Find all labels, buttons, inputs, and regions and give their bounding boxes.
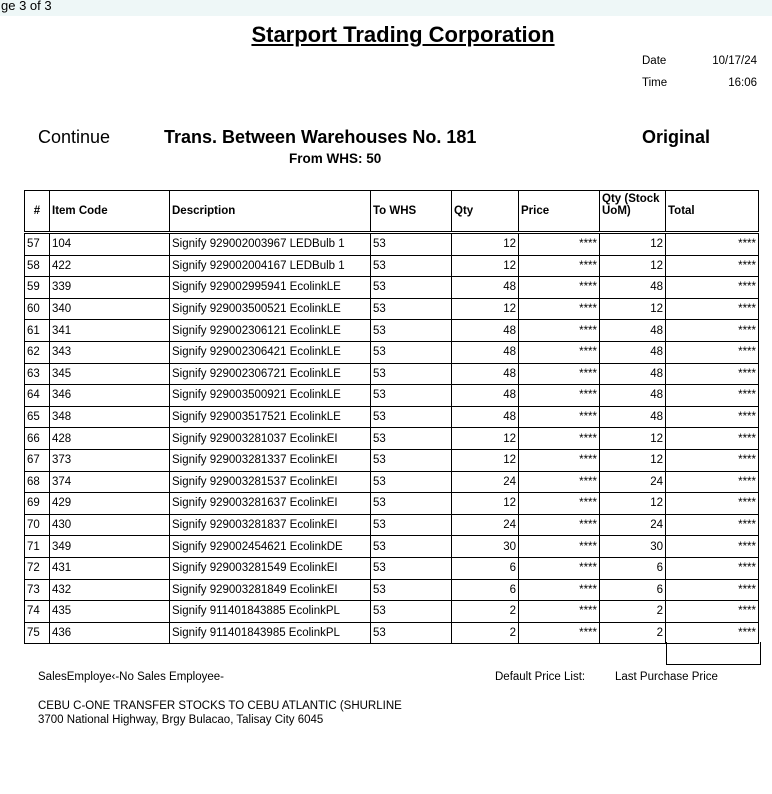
table-row (25, 233, 759, 256)
table-row (25, 493, 759, 515)
table-row (25, 320, 759, 342)
cell-qty: 2 (452, 601, 519, 623)
cell-qty: 6 (452, 579, 519, 601)
cell-qty-stock: 2 (600, 601, 666, 623)
page-indicator: ge 3 of 3 (1, 0, 52, 13)
cell-qty-stock: 24 (600, 514, 666, 536)
cell-qty: 12 (452, 428, 519, 450)
cell-to-whs: 53 (371, 601, 452, 623)
cell-index: 62 (25, 341, 50, 363)
cell-index: 67 (25, 449, 50, 471)
cell-qty-stock: 12 (600, 428, 666, 450)
cell-index: 59 (25, 277, 50, 299)
cell-price: **** (519, 406, 600, 428)
cell-qty-stock: 30 (600, 536, 666, 558)
table-row (25, 471, 759, 493)
cell-total: **** (666, 363, 759, 385)
cell-item-code: 422 (50, 255, 170, 277)
cell-price: **** (519, 622, 600, 644)
cell-to-whs: 53 (371, 233, 452, 256)
cell-qty-stock: 12 (600, 255, 666, 277)
from-warehouse: From WHS: 50 (289, 151, 382, 166)
cell-total: **** (666, 449, 759, 471)
cell-item-code: 339 (50, 277, 170, 299)
cell-to-whs: 53 (371, 622, 452, 644)
cell-qty-stock: 48 (600, 341, 666, 363)
cell-index: 68 (25, 471, 50, 493)
cell-price: **** (519, 536, 600, 558)
cell-price: **** (519, 233, 600, 256)
cell-price: **** (519, 255, 600, 277)
cell-description: Signify 929003281837 EcolinkEI (170, 514, 371, 536)
cell-qty-stock: 6 (600, 579, 666, 601)
cell-price: **** (519, 601, 600, 623)
table-row (25, 341, 759, 363)
cell-description: Signify 929003281849 EcolinkEI (170, 579, 371, 601)
remarks: CEBU C-ONE TRANSFER STOCKS TO CEBU ATLANTIC (SHURLINE (38, 700, 402, 712)
cell-item-code: 436 (50, 622, 170, 644)
cell-total: **** (666, 601, 759, 623)
table-row (25, 428, 759, 450)
table-row (25, 536, 759, 558)
date-value: 10/17/24 (712, 55, 757, 67)
cell-to-whs: 53 (371, 385, 452, 407)
col-header-price: Price (519, 191, 600, 233)
cell-index: 64 (25, 385, 50, 407)
table-header-row (25, 191, 759, 233)
cell-total: **** (666, 428, 759, 450)
grand-total-box (666, 642, 761, 665)
cell-price: **** (519, 277, 600, 299)
table-row (25, 449, 759, 471)
cell-qty: 24 (452, 471, 519, 493)
table-row (25, 298, 759, 320)
cell-price: **** (519, 320, 600, 342)
cell-to-whs: 53 (371, 536, 452, 558)
cell-index: 60 (25, 298, 50, 320)
table-row (25, 277, 759, 299)
cell-description: Signify 929003281037 EcolinkEI (170, 428, 371, 450)
cell-to-whs: 53 (371, 406, 452, 428)
cell-index: 58 (25, 255, 50, 277)
cell-index: 61 (25, 320, 50, 342)
cell-price: **** (519, 514, 600, 536)
cell-qty-stock: 12 (600, 233, 666, 256)
cell-item-code: 104 (50, 233, 170, 256)
sales-employee: SalesEmploye‹-No Sales Employee- (38, 671, 224, 683)
price-list-label: Default Price List: (495, 671, 586, 683)
table-row (25, 579, 759, 601)
address: 3700 National Highway, Brgy Bulacao, Talisay City 6045 (38, 714, 324, 726)
cell-item-code: 431 (50, 557, 170, 579)
cell-qty: 48 (452, 277, 519, 299)
cell-total: **** (666, 320, 759, 342)
cell-index: 74 (25, 601, 50, 623)
cell-price: **** (519, 579, 600, 601)
copy-type: Original (642, 127, 711, 147)
cell-qty: 24 (452, 514, 519, 536)
cell-index: 65 (25, 406, 50, 428)
cell-qty: 48 (452, 320, 519, 342)
cell-index: 70 (25, 514, 50, 536)
cell-to-whs: 53 (371, 514, 452, 536)
cell-qty: 48 (452, 406, 519, 428)
col-header-description: Description (170, 191, 371, 233)
cell-qty-stock: 48 (600, 385, 666, 407)
cell-description: Signify 929003500521 EcolinkLE (170, 298, 371, 320)
time-label: Time (642, 77, 668, 89)
cell-price: **** (519, 449, 600, 471)
cell-total: **** (666, 622, 759, 644)
cell-description: Signify 929003500921 EcolinkLE (170, 385, 371, 407)
cell-description: Signify 929002995941 EcolinkLE (170, 277, 371, 299)
cell-item-code: 346 (50, 385, 170, 407)
cell-to-whs: 53 (371, 320, 452, 342)
cell-qty: 12 (452, 493, 519, 515)
cell-to-whs: 53 (371, 298, 452, 320)
cell-item-code: 374 (50, 471, 170, 493)
cell-total: **** (666, 493, 759, 515)
table-row (25, 406, 759, 428)
cell-total: **** (666, 406, 759, 428)
company-name: Starport Trading Corporation (251, 22, 555, 47)
cell-to-whs: 53 (371, 579, 452, 601)
cell-qty: 48 (452, 341, 519, 363)
cell-description: Signify 911401843985 EcolinkPL (170, 622, 371, 644)
cell-index: 63 (25, 363, 50, 385)
cell-to-whs: 53 (371, 428, 452, 450)
cell-index: 71 (25, 536, 50, 558)
cell-total: **** (666, 471, 759, 493)
cell-item-code: 428 (50, 428, 170, 450)
cell-price: **** (519, 471, 600, 493)
cell-total: **** (666, 557, 759, 579)
cell-qty: 6 (452, 557, 519, 579)
cell-index: 73 (25, 579, 50, 601)
cell-total: **** (666, 277, 759, 299)
cell-item-code: 340 (50, 298, 170, 320)
cell-price: **** (519, 363, 600, 385)
table-row (25, 622, 759, 644)
cell-description: Signify 929003281537 EcolinkEI (170, 471, 371, 493)
cell-qty: 12 (452, 255, 519, 277)
cell-item-code: 349 (50, 536, 170, 558)
cell-qty: 30 (452, 536, 519, 558)
cell-qty-stock: 24 (600, 471, 666, 493)
cell-to-whs: 53 (371, 557, 452, 579)
cell-qty-stock: 12 (600, 298, 666, 320)
cell-to-whs: 53 (371, 277, 452, 299)
cell-description: Signify 929002306421 EcolinkLE (170, 341, 371, 363)
cell-description: Signify 929003517521 EcolinkLE (170, 406, 371, 428)
cell-to-whs: 53 (371, 493, 452, 515)
col-header-total: Total (666, 191, 759, 233)
cell-to-whs: 53 (371, 471, 452, 493)
table-row (25, 385, 759, 407)
col-header-to-whs: To WHS (371, 191, 452, 233)
cell-item-code: 435 (50, 601, 170, 623)
date-label: Date (642, 55, 667, 67)
cell-qty: 48 (452, 363, 519, 385)
cell-description: Signify 929002004167 LEDBulb 1 (170, 255, 371, 277)
cell-index: 69 (25, 493, 50, 515)
cell-price: **** (519, 493, 600, 515)
cell-item-code: 341 (50, 320, 170, 342)
cell-to-whs: 53 (371, 363, 452, 385)
cell-item-code: 429 (50, 493, 170, 515)
cell-qty-stock: 12 (600, 493, 666, 515)
cell-qty-stock: 48 (600, 277, 666, 299)
cell-qty-stock: 48 (600, 320, 666, 342)
cell-qty-stock: 48 (600, 406, 666, 428)
cell-to-whs: 53 (371, 449, 452, 471)
transfer-items-table (24, 190, 759, 644)
cell-qty: 12 (452, 449, 519, 471)
cell-price: **** (519, 341, 600, 363)
cell-description: Signify 929002306121 EcolinkLE (170, 320, 371, 342)
cell-total: **** (666, 341, 759, 363)
cell-index: 57 (25, 233, 50, 256)
cell-qty-stock: 12 (600, 449, 666, 471)
col-header-qty: Qty (452, 191, 519, 233)
cell-qty-stock: 6 (600, 557, 666, 579)
document-title: Trans. Between Warehouses No. 181 (164, 127, 477, 147)
cell-item-code: 373 (50, 449, 170, 471)
cell-total: **** (666, 233, 759, 256)
cell-price: **** (519, 298, 600, 320)
col-header-qty-stock (600, 191, 666, 233)
table-row (25, 363, 759, 385)
cell-index: 72 (25, 557, 50, 579)
table-body (25, 233, 759, 644)
cell-description: Signify 929003281337 EcolinkEI (170, 449, 371, 471)
price-list-value: Last Purchase Price (615, 671, 718, 683)
cell-to-whs: 53 (371, 341, 452, 363)
cell-total: **** (666, 385, 759, 407)
cell-index: 75 (25, 622, 50, 644)
table-row (25, 255, 759, 277)
cell-description: Signify 929003281637 EcolinkEI (170, 493, 371, 515)
cell-total: **** (666, 298, 759, 320)
cell-description: Signify 929002454621 EcolinkDE (170, 536, 371, 558)
table-row (25, 557, 759, 579)
cell-description: Signify 911401843885 EcolinkPL (170, 601, 371, 623)
cell-description: Signify 929002306721 EcolinkLE (170, 363, 371, 385)
cell-qty: 2 (452, 622, 519, 644)
cell-qty: 12 (452, 233, 519, 256)
table-row (25, 601, 759, 623)
page-indicator-tab (0, 0, 772, 16)
cell-price: **** (519, 385, 600, 407)
cell-total: **** (666, 536, 759, 558)
cell-total: **** (666, 579, 759, 601)
cell-item-code: 343 (50, 341, 170, 363)
cell-qty: 48 (452, 385, 519, 407)
continue-label: Continue (38, 127, 111, 147)
time-value: 16:06 (728, 77, 757, 89)
col-header-index: # (25, 191, 50, 233)
cell-price: **** (519, 557, 600, 579)
cell-price: **** (519, 428, 600, 450)
cell-qty-stock: 2 (600, 622, 666, 644)
cell-qty: 12 (452, 298, 519, 320)
col-header-qty-stock-label: Qty (Stock UoM) (602, 193, 660, 217)
cell-item-code: 432 (50, 579, 170, 601)
cell-item-code: 348 (50, 406, 170, 428)
cell-index: 66 (25, 428, 50, 450)
cell-item-code: 345 (50, 363, 170, 385)
cell-description: Signify 929003281549 EcolinkEI (170, 557, 371, 579)
cell-to-whs: 53 (371, 255, 452, 277)
table-row (25, 514, 759, 536)
cell-description: Signify 929002003967 LEDBulb 1 (170, 233, 371, 256)
cell-item-code: 430 (50, 514, 170, 536)
col-header-item-code: Item Code (50, 191, 170, 233)
cell-qty-stock: 48 (600, 363, 666, 385)
cell-total: **** (666, 255, 759, 277)
cell-total: **** (666, 514, 759, 536)
